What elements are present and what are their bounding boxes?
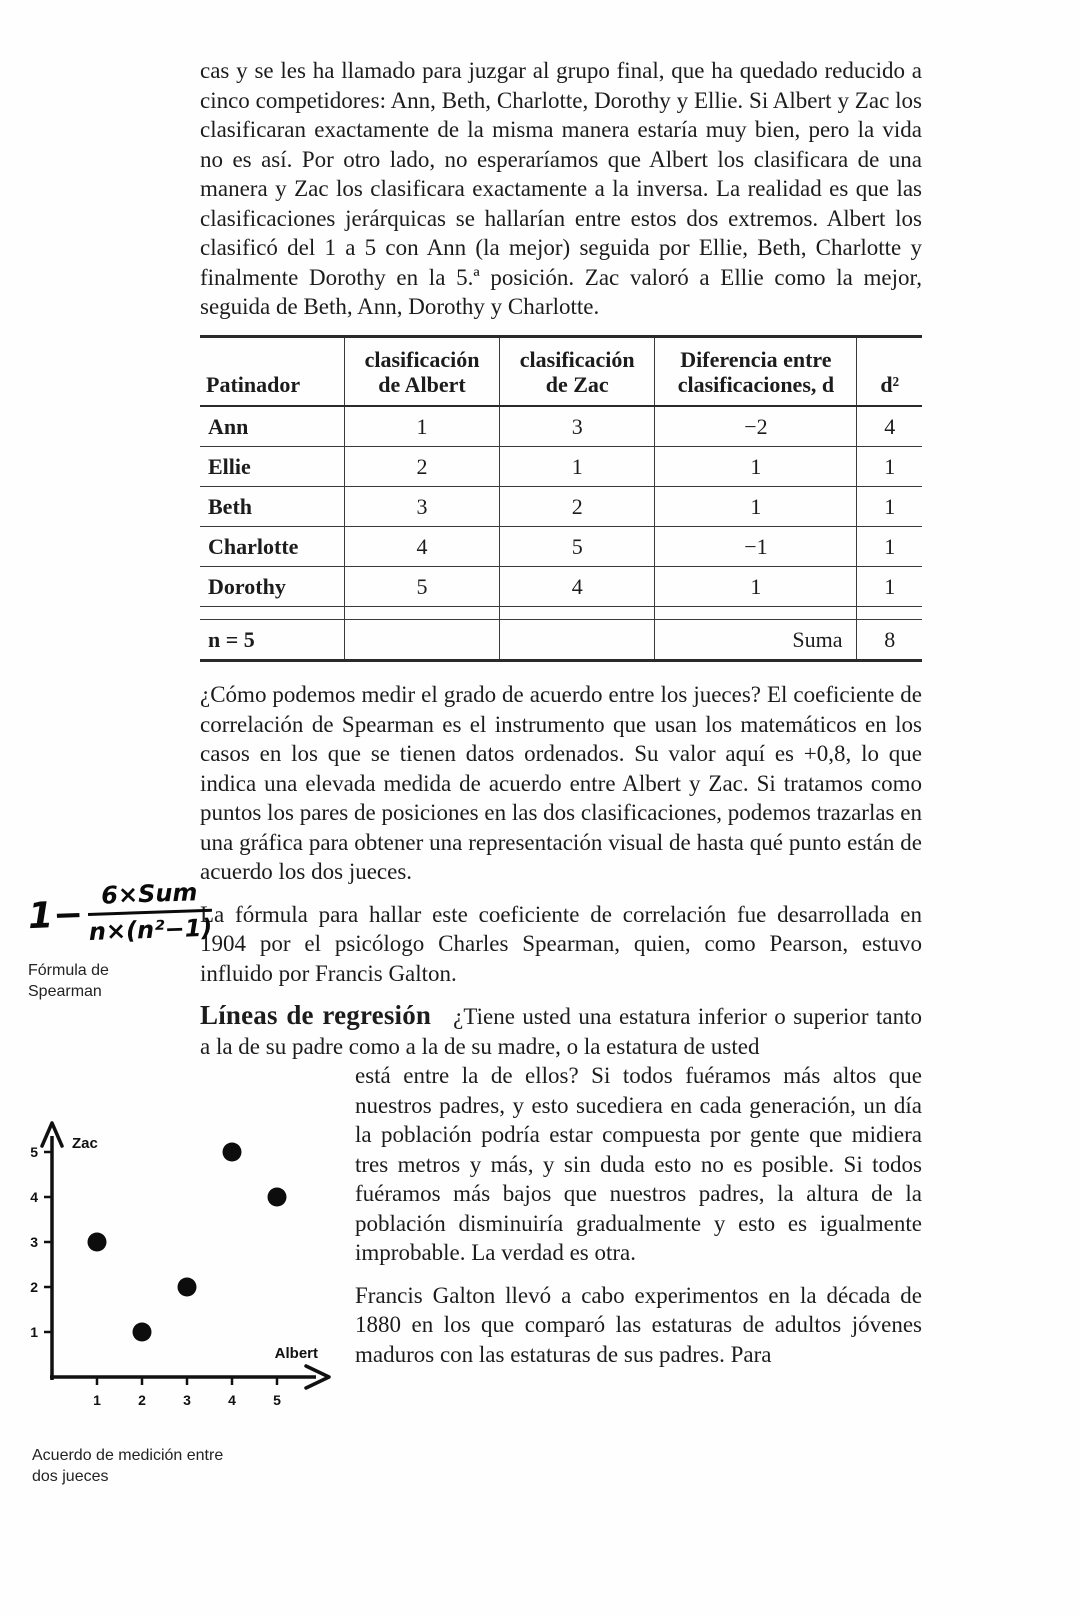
scatter-point	[88, 1233, 107, 1252]
cell-d-squared: 4	[857, 406, 922, 447]
cell-d-squared: 1	[857, 447, 922, 487]
formula-fraction	[87, 879, 213, 946]
table-spacer-row	[200, 607, 922, 620]
paragraph-skaters-intro: cas y se les ha llamado para juzgar al grupo final, que ha quedado reducido a cinco competidores: Ann, Beth, Charlotte, Dorothy y Ellie. Si Albert y Zac los clasificaran exactamente de la misma manera estaría muy bien, pero la vida no es así. Por otro lado, no esperaríamos que Albert los clasificara de una manera y Zac los clasificara exactamente a la inversa. La realidad es que las clasificaciones jerárquicas se hallarían entre estos dos extremos. Albert los clasificó del 1 a 5 con Ann (la mejor) seguida por Ellie, Beth, Charlotte y finalmente Dorothy en la 5.ª posición. Zac valoró a Ellie como la mejor, seguida de Beth, Ann, Dorothy y Charlotte.	[200, 58, 922, 319]
table-header-row	[200, 336, 922, 406]
scatter-caption: Acuerdo de medición entre dos jueces	[32, 1447, 224, 1485]
paragraph-formula-origin: La fórmula para hallar este coeficiente de correlación fue desarrollada en 1904 por el psicólogo Charles Spearman, quien, como Pearson, estuvo influido por Francis Galton.	[200, 901, 922, 986]
scatter-point	[223, 1143, 242, 1162]
x-tick-label: 5	[273, 1392, 281, 1408]
table-row	[200, 447, 922, 487]
table-spacer-cell	[500, 607, 655, 620]
cell-empty	[344, 620, 499, 661]
cell-n-label: n = 5	[208, 626, 255, 652]
y-tick-label: 1	[30, 1324, 38, 1340]
spearman-formula-figure	[27, 878, 213, 1002]
cell-albert-rank: 3	[344, 487, 499, 527]
regression-intro-wide	[200, 1001, 922, 1061]
scatter-figure	[22, 1112, 352, 1488]
ranking-table	[200, 335, 922, 663]
x-tick-label: 1	[93, 1392, 101, 1408]
table-row	[200, 406, 922, 447]
formula-caption: Fórmula de Spearman	[28, 961, 109, 1000]
cell-albert-rank: 1	[344, 406, 499, 447]
cell-difference: 1	[655, 567, 857, 607]
cell-albert-rank: 4	[344, 527, 499, 567]
paragraph-spearman-coefficient: ¿Cómo podemos medir el grado de acuerdo entre los jueces? El coeficiente de correlación de Spearman es el instrumento que usan los matemáticos en los casos en los que se tienen datos ordenados. Su valor aquí es +0,8, lo que indica una elevada medida de acuerdo entre Albert y Zac. Si tratamos como puntos los pares de posiciones en las dos clasificaciones, podemos trazarlas en una gráfica para obtener una representación visual de hasta qué punto están de acuerdo los dos jueces.	[200, 682, 922, 885]
formula-prefix: 1−	[27, 894, 84, 938]
cell-difference: 1	[655, 447, 857, 487]
cell-d-squared: 1	[857, 527, 922, 567]
cell-skater-name: Beth	[200, 487, 344, 527]
x-axis-label: Albert	[274, 1345, 318, 1362]
regression-intro-indented: está entre la de ellos? Si todos fuéramos más altos que nuestros padres, y esto sucediera en cada generación, un día la población podría estar compuesta por gente que midiera tres metros y más, y sin duda esto no es posible. Si todos fuéramos más bajos que nuestros padres, la altura de la población disminuiría gradualmente y esto es igualmente improbable. La verdad es otra.	[355, 1063, 922, 1266]
y-tick-label: 5	[30, 1144, 38, 1160]
y-axis-label: Zac	[72, 1135, 98, 1152]
cell-d-squared: 1	[857, 487, 922, 527]
cell-albert-rank: 5	[344, 567, 499, 607]
table-row	[200, 487, 922, 527]
cell-zac-rank: 3	[500, 406, 655, 447]
scatter-point	[133, 1323, 152, 1342]
x-tick-label: 2	[138, 1392, 146, 1408]
header-patinador: Patinador	[200, 336, 344, 406]
formula-denominator: n×(n²−1)	[88, 913, 213, 946]
cell-difference: 1	[655, 487, 857, 527]
cell-empty	[500, 620, 655, 661]
spearman-formula-handwritten	[27, 878, 213, 948]
formula-numerator: 6×Sum	[87, 879, 212, 916]
scatter-plot	[22, 1112, 342, 1424]
header-clasificacion-zac: clasificación de Zac	[500, 336, 655, 406]
y-tick-label: 2	[30, 1279, 38, 1295]
y-tick-label: 4	[30, 1189, 38, 1205]
cell-suma-value: 8	[857, 620, 922, 661]
y-tick-label: 3	[30, 1234, 38, 1250]
scatter-point	[178, 1278, 197, 1297]
cell-zac-rank: 1	[500, 447, 655, 487]
table-spacer-cell	[344, 607, 499, 620]
table-spacer-cell	[655, 607, 857, 620]
cell-suma-label: Suma	[655, 620, 857, 661]
cell-zac-rank: 5	[500, 527, 655, 567]
table-spacer-cell	[200, 607, 344, 620]
cell-skater-name: Ellie	[200, 447, 344, 487]
table-row	[200, 527, 922, 567]
cell-d-squared: 1	[857, 567, 922, 607]
table-spacer-cell	[857, 607, 922, 620]
cell-skater-name: Charlotte	[200, 527, 344, 567]
scatter-point	[268, 1188, 287, 1207]
cell-difference: −1	[655, 527, 857, 567]
header-d2: d²	[857, 336, 922, 406]
cell-albert-rank: 2	[344, 447, 499, 487]
cell-skater-name: Ann	[200, 406, 344, 447]
section-heading-lineas-de-regresion: Líneas de regresión	[200, 1000, 432, 1031]
cell-zac-rank: 2	[500, 487, 655, 527]
header-clasificacion-albert: clasificación de Albert	[344, 336, 499, 406]
cell-zac-rank: 4	[500, 567, 655, 607]
regression-intro-text: ¿Tiene usted una estatura inferior o superior tanto a la de su padre como a la de su madre, o la estatura de usted	[200, 1004, 922, 1059]
cell-skater-name: Dorothy	[200, 567, 344, 607]
table-footer-row	[200, 620, 922, 661]
table-row	[200, 567, 922, 607]
header-diferencia: Diferencia entre clasificaciones, d	[655, 336, 857, 406]
paragraph-galton-experiments: Francis Galton llevó a cabo experimentos en la década de 1880 en los que comparó las estaturas de adultos jóvenes maduros con las estaturas de sus padres. Para	[355, 1282, 922, 1367]
cell-difference: −2	[655, 406, 857, 447]
x-tick-label: 3	[183, 1392, 191, 1408]
x-tick-label: 4	[228, 1392, 236, 1408]
